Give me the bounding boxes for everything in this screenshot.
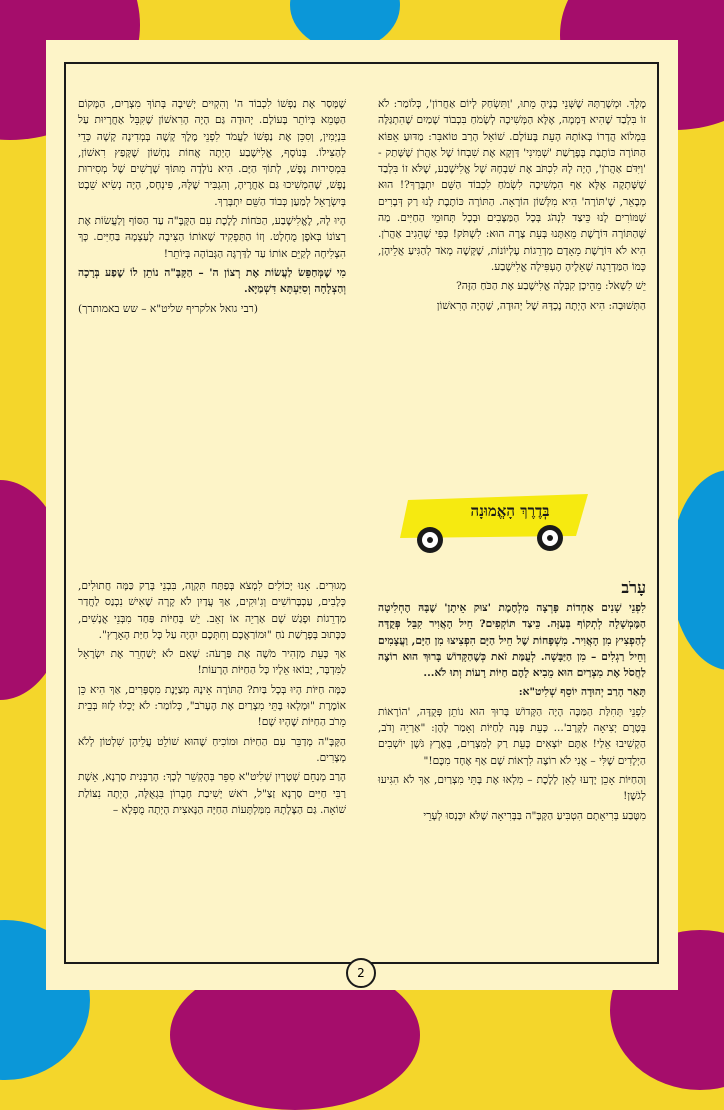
intro-paragraph: לִפְנֵי שָׁנִים אַחְדוֹת פָּרְצָה מִלְחֶמֶת 'צוּק אֵיתָן' שֶׁבָּהּ הֶחְלִיטָה הַמֶּמְשָׁלָה לְתְקוֹף בְּעַזָּה. כֵּיצַד תּוֹקְפִים? חֵיל הָאֲוִיר קִבֵּל פְּקֻדָּה לְהַפְצִיץ מִן הָאֲוִיר. מִשְׁפָּחוֹת שֶׁל חֵיל הַיָּם הִפְצִיצוּ מִן הַיָּם, וַעֲצָמִים וְחֵיל רַגְלִים – מִן הַיַּבָּשָׁה. לְעֻמַּת זֹאת כְּשֶׁהַקָּדוֹשׁ בָּרוּךְ הוּא רוֹצֶה לַחֲסֹל אֶת מִצְרַיִם הוּא מֵבִיא לָהֶם חַיּוֹת רָעוֹת וְתוּ לֹא... <box>378 602 646 680</box>
highlight-quote: מִי שֶׁמְּחַפֵּשׂ לַעֲשׂוֹת אֶת רְצוֹן ה' – הַקָּבָּ"ה נוֹתֵן לוֹ שֶׁפַע בְּרָכָה וְהַצְלָחָה וְסִיַּעְתָּא דִּשְׁמַיָּא. <box>78 266 346 296</box>
section-heading: עָרֹב <box>621 578 646 597</box>
paragraph: הָרַב מְנַחֵם שְׁטֶרְיִן שְׁלִיט"א סִפֵּר בְּהֶקְשֵׁר לְכָךְ: הָרַבָּנִית סַרְנָא, אֵשֶׁת רַבִּי חַיִּים סַרְנָא זַצַ"ל, רֹאשׁ יְשִׁיבַת חֶבְרוֹן בִּגְאֻלָּה, הָיְתָה נִצּוֹלַת שׁוֹאָה. גַּם הַצָּלָתָהּ מִמַּלְתָּעוֹת הַחַיָּה הַנָּאצִית הָיְתָה מֻפְלָא – <box>78 771 346 816</box>
bus-icon <box>390 490 598 560</box>
signature: (רבי גואל אלקריף שליט"א – שש באמותרך) <box>78 302 259 315</box>
rabbi-line: תָּאַר הָרַב יְהוּדָה יוֹסֵף שְׁלִיט"א: <box>518 686 646 699</box>
paragraph: הַקָּבָּ"ה מְדַבֵּר עִם הַחַיּוֹת וּמוֹכִיחַ שֶׁהוּא שׁוֹלֵט עֲלֵיהֶן שִׁלְטוֹן לְלֹא מְצָרִים. <box>78 735 346 764</box>
column-top-right <box>378 96 646 317</box>
paragraph: מְגוּרִים. אָנוּ יְכוֹלִים לִמְצֹא בְּפַתַּח תִּקְוָה, בִּבְנֵי בְּרַק כַּמָּה חֲתוּלִים, כְּלָבִים, עַכְבָּרוֹשִׁים וְגִ'וּקִים, אַךְ עֲדַיִן לֹא קָרָה שֶׁאִישׁ נִכְנַס לַחֲדַר מַדְרֵגוֹת וּפָגַשׁ שָׁם אַרְיֵה אוֹ זְאֵב. יֵשׁ בְּחַיּוֹת פַּחַד מִבְּנֵי אֲנָשִׁים, כַּכָּתוּב בְּפָרָשַׁת נֹחַ "וּמוֹרַאֲכֶם וְחִתְּכֶם יִהְיֶה עַל כָּל חַיַּת הָאָרֶץ". <box>78 580 346 641</box>
decor-blob <box>670 470 724 670</box>
column-bottom-left <box>78 578 346 821</box>
bus-banner <box>390 490 598 560</box>
paragraph: יֵשׁ לִשְׁאֹל: מֵהֵיכָן קִבְּלָה אֱלִישֶׁבַע אֶת הַכֹּחַ הַזֶּה? <box>456 280 646 293</box>
paragraph: מֶלֶךְ. וּמְשָׁרַתָּהּ שֶׁשְּׁנֵי בָנֶיהָ מֵתוּ, 'וַתִּשְׂחַק לְיוֹם אַחֲרוֹן', כְּלוֹמַר: לֹא זוֹ בִּלְבַד שֶׁהִיא דַּמְמָה, אֶלָּא הַמְּשִׁיכָה לְשָׂמֹחַ בִּכְבוֹד שָׁמַיִם שֶׁהִתְגַּלָּה בִּמְלוֹא הֲדָרוֹ בְּאוֹתָהּ הָעֵת בָּעוֹלָם. שׁוֹאֵל הָרַב טוֹאבִּר: מַדּוּעַ אֵפוֹא הַתּוֹרָה כּוֹתֶבֶת בְּפָרָשַׁת 'שְׁמִינִי' דַּוְקָא אֶת שִׁבְחוֹ שֶׁל אַהֲרֹן שֶׁשָּׁתַק - 'וַיִּדֹּם אַהֲרֹן', הָיָה לָהּ לִכְתֹּב אֶת שִׁבְחָהּ שֶׁל אֱלִישֶׁבַע, שֶׁלֹּא זוֹ בִּלְבַד שֶׁשָּׁתְקָה אֶלָּא אַף הִמְשִׁיכָה לִשְׂמֹחַ לִכְבוֹד הַשֵּׁם יִתְבָּרַךְ?! הוּא מְבָאֵר, שֶׁ'תּוֹרָה' הִיא מִלְּשׁוֹן הוֹרָאָה. הַתּוֹרָה כּוֹתֶבֶת לָנוּ רַק דְּבָרִים שֶׁמּוֹרִים לָנוּ כֵּיצַד לִנְהֹג בְּכָל הַמַּצָּבִים וּבְכָל תְּחוּמֵי הַחַיִּים. מַה שֶּׁהַתּוֹרָה דּוֹרֶשֶׁת מֵאִתָּנוּ בְּעֵת צָרָה הוּא: לִשְׁתֹּק! כְּפִי שֶׁהֵגִיב אַהֲרֹן. הִיא לֹא דּוֹרֶשֶׁת מֵאָדָם מַדְרֵגוֹת עֶלְיוֹנוֹת, שֶׁקָּשֶׁה מְאֹד לְהַגִּיעַ אֲלֵיהֶן, כְּמוֹ הַמַּדְרֵגָה שֶׁאֵלֶיהָ הֶעְפִּילָה אֱלִישֶׁבַע. <box>378 98 646 273</box>
paragraph: וְהַחַיּוֹת אָכֵן יָדְעוּ לְאָן לָלֶכֶת – מִלְאוּ אֶת בָּתֵּי מִצְרַיִם, אַךְ לֹא הִגִּיעוּ לְגֹשֶׁן! <box>378 773 646 803</box>
paragraph: הַתְּשׁוּבָה: הִיא הָיְתָה נֶכְדָּהּ שֶׁל יְהוּדָה, שֶׁהָיָה הָרִאשׁוֹן <box>436 299 646 312</box>
paragraph: אַךְ כָּעֵת מַזְהִיר מֹשֶׁה אֶת פַּרְעֹה: שֶׁאִם לֹא יְשַׁחְרֵר אֶת יִשְׂרָאֵל לַמִּדְבָּר, יָבוֹאוּ אֵלָיו כָּל הַחַיּוֹת הָרָעוֹת! <box>78 648 346 677</box>
paragraph: מִטֶּבַע בְּרִיאָתָם הִטְבִּיעַ הַקָּבָּ"ה בַּבְּרִיאָה שֶׁלֹּא יִכָּנְסוּ לְעָרֵי <box>423 809 646 822</box>
column-bottom-right <box>378 578 646 827</box>
column-top-left <box>78 96 346 320</box>
paragraph: לִפְנֵי תְּחִלַּת הַמַּכָּה הָיָה הַקָּדוֹשׁ בָּרוּךְ הוּא נוֹתֵן פְּקֻדָּה, 'הוֹרָאוֹת בְּטֶרֶם יְצִיאָה לַקְּרָב'... כָּעֵת פָּנָה לַחַיּוֹת וְאָמַר לָהֶן: "אַרְיֵה וְדֹב, הַקְשִׁיבוּ אֵלַי! אַתֶּם יוֹצְאִים כָּעֵת רַק לְמִצְרַיִם, בְּאֶרֶץ גֹּשֶׁן יוֹשְׁבִים הַיְלָדִים שֶׁלִּי – אֲנִי לֹא רוֹצֶה לִרְאוֹת שָׁם אַף אֶחָד מִכֶּם!" <box>378 705 646 767</box>
page-number: 2 <box>346 958 376 988</box>
banner-title: בְּדֶרֶךְ הָאֱמוּנָה <box>470 502 550 520</box>
paragraph: שֶׁמָּסַר אֶת נַפְשׁוֹ לִכְבוֹד ה' וְהִקְיִים יְשִׁיבָה בְּתוֹךְ מִצְרַיִם, הַמָּקוֹם הַטָּמֵא בְּיוֹתֵר בָּעוֹלָם. יְהוּדָה גַּם הָיָה הָרִאשׁוֹן שֶׁקִּבֵּל אַחֲרָיוּת עַל בִּנְיָמִין, וְסִכֵּן אֶת נַפְשׁוֹ לַעֲמֹד לִפְנֵי מֶלֶךְ קָשֶׁה בְּמְדִינָה קָשָׁה כְּדֵי לְהַצִּילוֹ. בְּנוֹסָף, אֱלִישֶׁבַע הָיְתָה אֲחוֹת נַחְשׁוֹן שֶׁקָּפַץ רִאשׁוֹן, בִּמְסִירוּת נֶפֶשׁ, לְתוֹךְ הַיָּם. הִיא נוֹלְדָה מִתּוֹךְ שָׁרָשִׁים שֶׁל מְסִירוּת נֶפֶשׁ, שֶׁהִמְשִׁיכוּ גַּם אַחֲרֶיהָ, וְהִגְבִּיר שֶׁלָּהּ, פִּינְחָס, הָיָה נְשִׂיא שֵׁבֶט בְּיִשְׂרָאֵל לְמַעַן כְּבוֹד הַשֵּׁם יִתְבָּרַךְ. <box>78 98 346 208</box>
paragraph: הָיוּ לָהּ, לֶאֱלִישֶׁבַע, הַכֹּחוֹת לָלֶכֶת עִם הַקָּבָּ"ה עַד הַסּוֹף וְלַעֲשׂוֹת אֶת רְצוֹנוֹ בְּאֹפֶן מֻחְלָט. וְזוֹ הַתַּפְקִיד שֶׁאוֹתוֹ הַצִּיבָה לְעַצְמָהּ בַּחַיִּים. כָּךְ הִצְלִיחָה לְקַיֵּם אוֹתוֹ עַד לַדַּרְגָּה הַגְּבוֹהָה בְּיוֹתֵר! <box>78 215 346 260</box>
paragraph: כַּמָּה חַיּוֹת הָיוּ בְּכָל בַּיִת? הַתּוֹרָה אֵינָהּ מְצַיֶּנֶת מִסְפָּרִים, אַךְ הִיא כֵּן אוֹמֶרֶת "וּמָלְאוּ בָּתֵּי מִצְרַיִם אֶת הֶעָרֹב", כְּלוֹמַר: לֹא יָכְלוּ לָזוּז בְּבֵית מֵרֹב הַחַיּוֹת שֶׁהָיוּ שָׁם! <box>78 683 346 729</box>
